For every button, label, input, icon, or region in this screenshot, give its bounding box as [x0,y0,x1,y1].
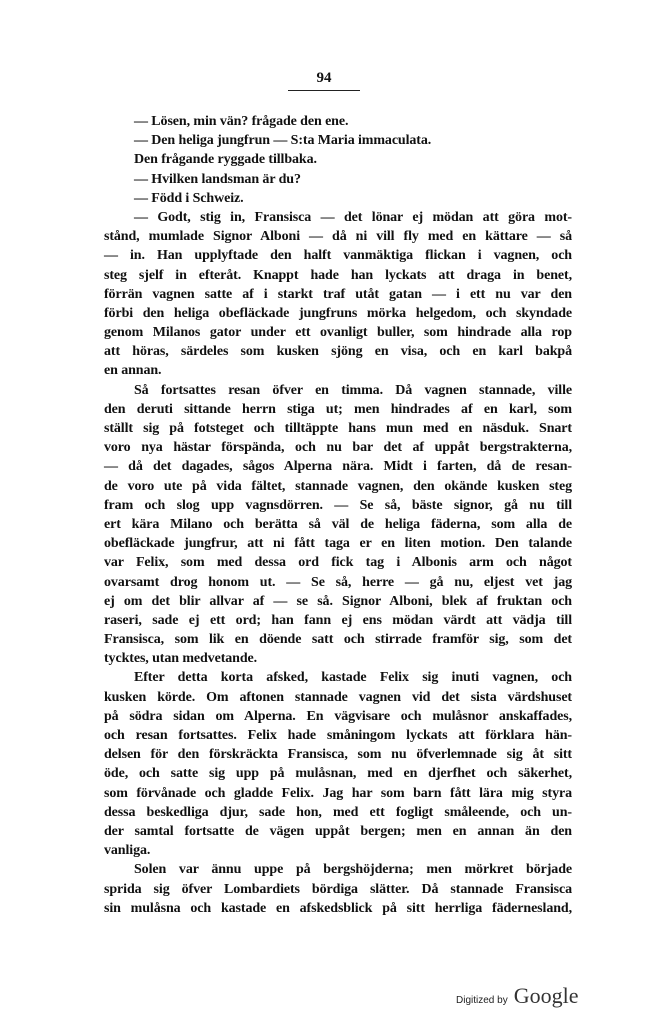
body-text [104,112,572,918]
text-line: var Felix, som med dessa ord fick tag i Albonis arm och något [104,555,572,571]
text-line: raseri, sade ej ett ord; han fann ej ens mödan värdt att vädja till [104,612,572,628]
digitized-by-label: Digitized by [456,995,508,1006]
text-line: obefläckade jungfrur, att ni fått taga er en liten motion. Den talande [104,536,572,552]
text-line: — Lösen, min vän? frågade den ene. [134,114,349,129]
text-line: ställt sig på fotsteget och tilltäppte hans mun med en näsduk. Snart [104,421,572,436]
text-line: fram och slog upp vagnsdörren. — Se så, bäste signor, gå nu till [104,497,572,513]
text-line: Solen var ännu uppe på bergshöjderna; men mörkret började [134,862,572,878]
text-line: Fransisca, som lik en döende satt och stirrade framför sig, som det [104,632,572,648]
google-logo: Google [513,983,579,1008]
text-line: ovarsamt drog honom ut. — Se så, herre — gå nu, eljest vet jag [104,574,572,590]
text-line: tycktes, utan medvetande. [104,651,258,667]
text-line: voro nya hästar förspända, och nu bar det af uppåt bergstrakterna, [104,440,572,456]
text-line: — Den heliga jungfrun — S:ta Maria immaculata. [134,133,432,149]
text-line: öde, och satte sig upp på mulåsnan, med en djerfhet och säkerhet, [104,766,572,782]
text-line: de voro ute på vida fältet, stannade vagnen, den okände kusken steg [104,478,572,494]
page-number: 94 [316,70,332,86]
text-line: ej om det blir allvar af — se så. Signor Alboni, blek af fruktan och [104,593,572,609]
text-line: förbi den heliga obefläckade jungfruns mörka helgedom, och skyndade [104,305,572,321]
text-line: genom Milanos gator under ett ovanligt buller, som hindrade alla rop [104,325,572,341]
text-line: — Godt, stig in, Fransisca — det lönar ej mödan att göra mot- [134,209,572,225]
text-line: som förvånade och gladde Felix. Jag har som barn fått lära mig styra [104,785,572,801]
text-line: dessa beskedliga djur, sade hon, med ett fogligt småleende, och un- [104,804,572,820]
text-line: ert kära Milano och berätta så väl de heliga fäderna, som alla de [104,516,572,532]
text-line: sprida sig öfver Lombardiets bördiga slätter. Då stannade Fransisca [104,881,572,897]
text-line: der samtal fortsatte de vägen uppåt bergen; men en annan än den [104,823,572,839]
text-line: kusken körde. Om aftonen stannade vagnen vid det sista värdshuset [104,689,572,705]
text-line: delsen för den förskräckta Fransisca, som nu öfverlemnade sig åt sitt [104,747,572,763]
text-line: vanliga. [104,843,151,859]
text-line: — Hvilken landsman är du? [134,171,301,187]
text-line: Den frågande ryggade tillbaka. [134,152,317,168]
text-line: förrän vagnen satte af i starkt traf utåt gatan — i ett nu var den [104,286,572,302]
text-line: och resan fortsattes. Felix hade småningom lyckats att förklara hän- [104,728,572,743]
digitized-by-google-watermark [456,983,578,1009]
text-line: den deruti sittande herrn stiga ut; men hindrades af en karl, som [104,401,572,417]
text-line: på södra sidan om Alperna. En vägvisare och mulåsnor anskaffades, [104,708,572,724]
text-line: en annan. [104,363,162,379]
text-line: — då det dagades, sågos Alperna nära. Midt i farten, då de resan- [104,459,572,475]
text-line: steg sjelf in efteråt. Knappt hade han lyckats att draga in benet, [104,267,572,283]
text-line: — Född i Schweiz. [134,190,244,206]
text-line: Så fortsattes resan öfver en timma. Då vagnen stannade, ville [134,382,572,398]
text-line: att höras, särdeles som kusken sjöng en visa, och en karl bakpå [104,344,572,360]
header-rule [288,90,360,91]
text-line: stånd, mumlade Signor Alboni — då ni vill fly med en kättare — så [104,229,572,245]
text-line: Efter detta korta afsked, kastade Felix sig inuti vagnen, och [134,670,572,686]
text-line: sin mulåsna och kastade en afskedsblick på sitt herrliga fädernesland, [104,900,572,916]
text-line: — in. Han upplyftade den halft vanmäktiga flickan i vagnen, och [104,248,572,264]
